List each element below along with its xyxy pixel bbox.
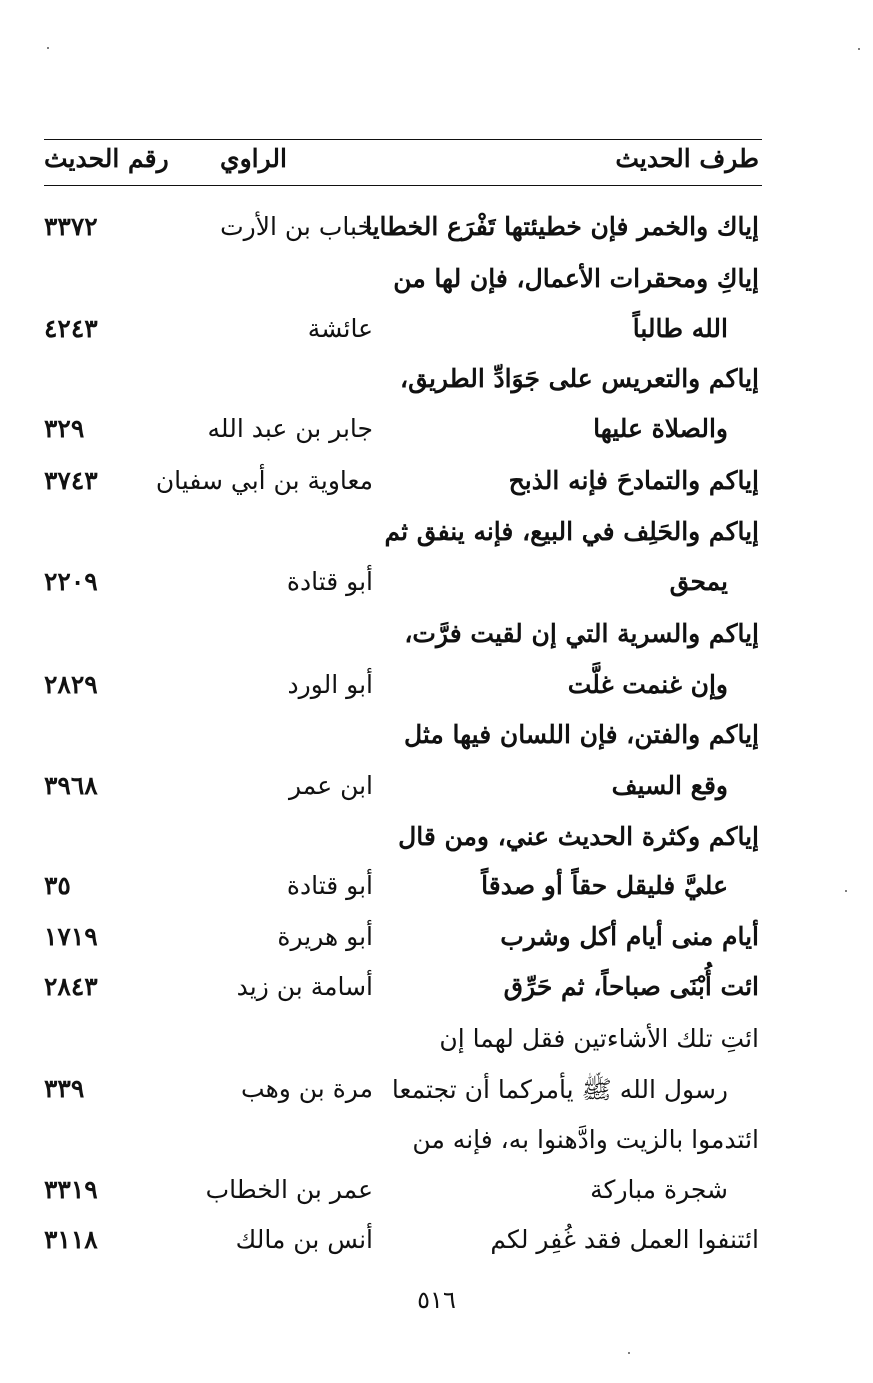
hadith-text: إياكم والحَلِف في البيع، فإنه ينفق ثم bbox=[384, 517, 759, 546]
hadith-text: إياكم وكثرة الحديث عني، ومن قال bbox=[398, 822, 759, 851]
hadith-number: ٣٢٩ bbox=[44, 414, 85, 443]
scan-speck bbox=[858, 48, 860, 50]
hadith-text-continuation: عليَّ فليقل حقاً أو صدقاً bbox=[481, 871, 728, 900]
narrator: أبو قتادة bbox=[286, 567, 373, 596]
hadith-text-continuation: وقع السيف bbox=[611, 771, 728, 800]
hadith-text-continuation: وإن غنمت غلَّت bbox=[567, 670, 728, 699]
hadith-number: ٣٧٤٣ bbox=[44, 466, 98, 495]
hadith-text: ائتِ تلك الأشاءتين فقل لهما إن bbox=[439, 1024, 759, 1053]
hadith-text: إياكم والسرية التي إن لقيت فرَّت، bbox=[404, 619, 759, 648]
hadith-text: ائت أُبْنَى صباحاً، ثم حَرِّق bbox=[503, 972, 759, 1001]
table-header-rule bbox=[44, 185, 762, 186]
narrator: عائشة bbox=[307, 314, 373, 343]
hadith-number: ٢٢٠٩ bbox=[44, 567, 98, 596]
hadith-text: إياكم والتمادحَ فإنه الذبح bbox=[508, 466, 759, 495]
hadith-number: ٣٣١٩ bbox=[44, 1175, 98, 1204]
hadith-number: ١٧١٩ bbox=[44, 922, 98, 951]
hadith-text-continuation: يمحق bbox=[669, 567, 728, 596]
hadith-text-continuation: الله طالباً bbox=[632, 314, 728, 343]
hadith-number: ٣٩٦٨ bbox=[44, 771, 98, 800]
hadith-number: ٣١١٨ bbox=[44, 1225, 98, 1254]
scan-speck bbox=[47, 47, 49, 49]
hadith-number: ٢٨٢٩ bbox=[44, 670, 98, 699]
narrator: أنس بن مالك bbox=[235, 1225, 373, 1254]
narrator: أبو هريرة bbox=[277, 922, 373, 951]
page-number: ٥١٦ bbox=[417, 1286, 456, 1314]
narrator: جابر بن عبد الله bbox=[207, 414, 373, 443]
hadith-text-continuation: والصلاة عليها bbox=[593, 414, 728, 443]
hadith-text: ائتدموا بالزيت وادَّهنوا به، فإنه من bbox=[412, 1125, 759, 1154]
narrator: خباب بن الأرت bbox=[220, 212, 373, 241]
scan-speck bbox=[845, 890, 847, 892]
hadith-text: إياك والخمر فإن خطيئتها تَفْرَع الخطايا bbox=[364, 212, 759, 241]
narrator: معاوية بن أبي سفيان bbox=[155, 466, 373, 495]
header-hadith-start: طرف الحديث bbox=[615, 144, 759, 173]
hadith-text: ائتنفوا العمل فقد غُفِر لكم bbox=[490, 1225, 759, 1254]
narrator: أسامة بن زيد bbox=[236, 972, 373, 1001]
hadith-text: إياكم والفتن، فإن اللسان فيها مثل bbox=[403, 720, 759, 749]
narrator: عمر بن الخطاب bbox=[205, 1175, 373, 1204]
hadith-number: ٣٣٧٢ bbox=[44, 212, 98, 241]
narrator: أبو الورد bbox=[287, 670, 373, 699]
scan-speck bbox=[628, 1352, 630, 1354]
hadith-number: ٣٥ bbox=[44, 871, 71, 900]
hadith-text-continuation: شجرة مباركة bbox=[590, 1175, 728, 1204]
table-top-rule bbox=[44, 139, 762, 140]
hadith-text: إياكم والتعريس على جَوَادِّ الطريق، bbox=[400, 364, 759, 393]
narrator: أبو قتادة bbox=[286, 871, 373, 900]
hadith-number: ٣٣٩ bbox=[44, 1074, 85, 1103]
header-hadith-number: رقم الحديث bbox=[44, 144, 169, 173]
hadith-text: إياكِ ومحقرات الأعمال، فإن لها من bbox=[393, 264, 759, 293]
narrator: مرة بن وهب bbox=[241, 1074, 373, 1103]
hadith-number: ٤٢٤٣ bbox=[44, 314, 98, 343]
narrator: ابن عمر bbox=[288, 771, 373, 800]
hadith-text: أيام منى أيام أكل وشرب bbox=[500, 922, 759, 951]
hadith-number: ٢٨٤٣ bbox=[44, 972, 98, 1001]
header-narrator: الراوي bbox=[220, 144, 287, 173]
hadith-text-continuation: رسول الله ﷺ يأمركما أن تجتمعا bbox=[391, 1075, 728, 1104]
